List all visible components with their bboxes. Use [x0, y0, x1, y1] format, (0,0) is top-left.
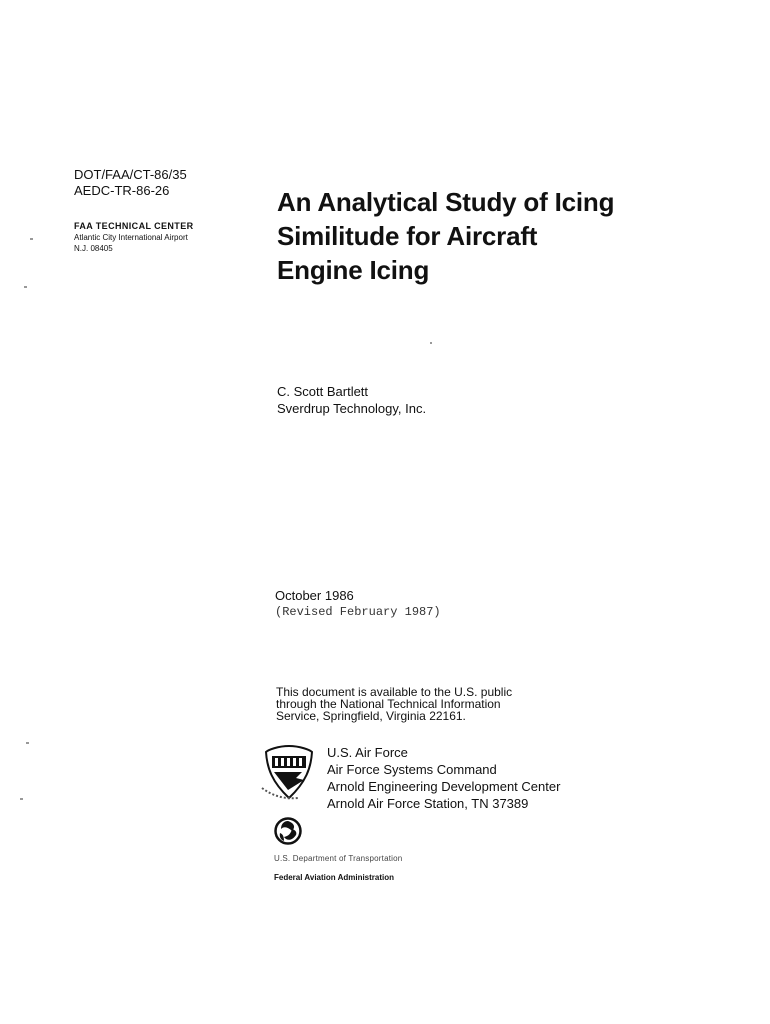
- center-name: FAA TECHNICAL CENTER: [74, 221, 194, 231]
- air-force-line-4: Arnold Air Force Station, TN 37389: [327, 796, 529, 811]
- center-address-line-2: N.J. 08405: [74, 244, 113, 253]
- dot-logo-icon: [274, 817, 302, 845]
- report-numbers: [74, 167, 187, 199]
- issue-date: October 1986: [275, 588, 354, 603]
- title-line-1: An Analytical Study of Icing: [277, 187, 615, 217]
- scan-speck: [430, 342, 432, 344]
- faa-administration-name: Federal Aviation Administration: [274, 873, 395, 882]
- report-number-aedc: AEDC-TR-86-26: [74, 183, 170, 198]
- center-address-line-1: Atlantic City International Airport: [74, 233, 188, 242]
- author-name: C. Scott Bartlett: [277, 384, 369, 399]
- air-force-line-1: U.S. Air Force: [327, 745, 408, 760]
- scan-speck: [24, 286, 27, 288]
- date-block: [275, 588, 441, 620]
- availability-line-3: Service, Springfield, Virginia 22161.: [276, 709, 466, 723]
- air-force-line-2: Air Force Systems Command: [327, 762, 497, 777]
- revised-date: (Revised February 1987): [275, 605, 441, 619]
- author-organization: Sverdrup Technology, Inc.: [277, 401, 427, 416]
- availability-line-2: through the National Technical Information: [276, 697, 501, 711]
- dot-department-name: U.S. Department of Transportation: [274, 854, 403, 863]
- report-title: [277, 185, 717, 287]
- scan-speck: [30, 238, 33, 240]
- technical-center-block: [74, 221, 194, 254]
- availability-line-1: This document is available to the U.S. public: [276, 685, 513, 699]
- scan-speck: [26, 742, 29, 744]
- air-force-line-3: Arnold Engineering Development Center: [327, 779, 561, 794]
- scan-speck: [20, 798, 23, 800]
- title-line-2: Similitude for Aircraft: [277, 221, 538, 251]
- author-block: [277, 383, 426, 417]
- air-force-block: [327, 744, 560, 812]
- air-force-seal-icon: [258, 742, 320, 804]
- title-line-3: Engine Icing: [277, 255, 430, 285]
- availability-statement: [276, 686, 576, 722]
- report-number-dot: DOT/FAA/CT-86/35: [74, 167, 187, 182]
